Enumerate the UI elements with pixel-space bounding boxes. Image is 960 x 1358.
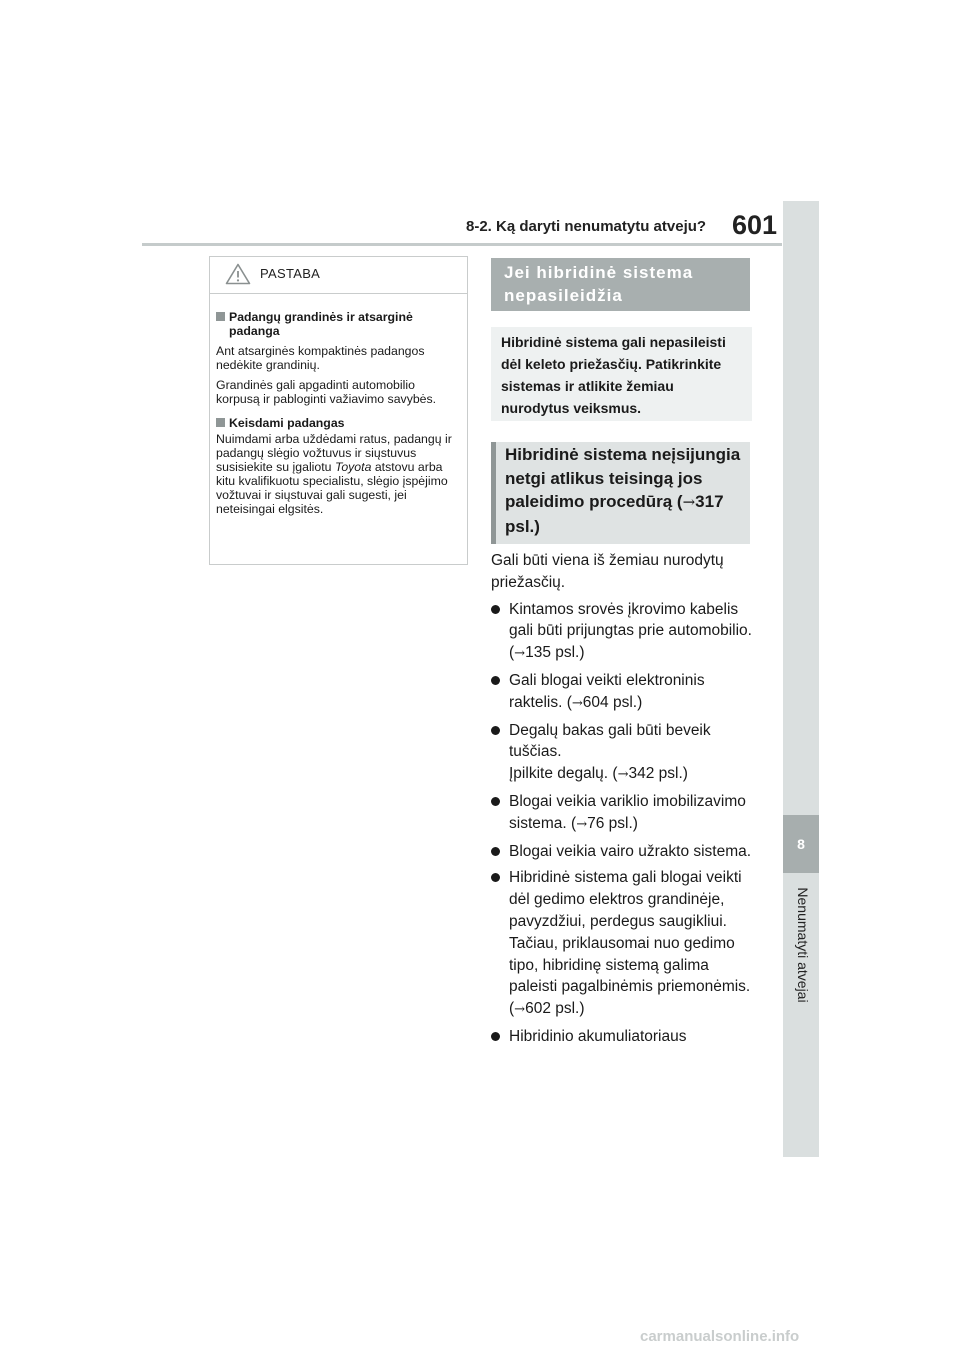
warning-triangle-icon <box>225 263 251 285</box>
page-reference: 135 psl.) <box>525 644 585 662</box>
notice-body <box>216 294 462 516</box>
list-item-text: Kintamos srovės įkrovimo kabelis gali būti prijungtas prie automobilio. ( <box>509 600 752 662</box>
arrow-right-icon: → <box>514 646 526 662</box>
chapter-number: 8 <box>797 836 805 852</box>
cause-list <box>491 599 753 1048</box>
notice-paragraph <box>216 432 462 516</box>
list-item <box>491 791 753 836</box>
list-item-text: Degalų bakas gali būti beveik tuščias. <box>509 721 711 761</box>
section-title: 8-2. Ką daryti nenumatytu atveju? <box>466 218 707 235</box>
notice-text: atstovu arba kitu kvalifikuotu specialistu, slėgio įspėjimo vožtuvai ir siųstuvai gali sugesti, jei neteisingai elgsitės. <box>216 460 448 516</box>
list-item-text: Blogai veikia vairo užrakto sistema. <box>509 842 752 860</box>
list-item <box>491 720 753 786</box>
section-heading <box>491 442 750 544</box>
page-reference: 317 psl.) <box>505 492 724 536</box>
info-box: Hibridinė sistema gali nepasileisti dėl keleto priežasčių. Patikrinkite sistemas ir atlikite žemiau nurodytus veiksmus. <box>491 327 752 421</box>
arrow-right-icon: → <box>514 1002 526 1018</box>
arrow-right-icon: → <box>571 695 583 711</box>
topic-banner: Jei hibridinė sistema nepasileidžia <box>491 258 750 311</box>
watermark: carmanualsonline.info <box>640 1328 800 1345</box>
list-item-text: Hibridinė sistema gali blogai veikti dėl gedimo elektros grandinėje, pavyzdžiui, perdegus saugikliui. Tačiau, priklausomai nuo gedimo tipo, hibridinę sistemą galima paleisti pagalbinėmis priemonėmis. ( <box>509 869 751 1018</box>
notice-paragraph: Ant atsarginės kompaktinės padangos nedėkite grandinių. <box>216 344 425 372</box>
notice-text: Nuimdami arba uždėdami ratus, padangų ir padangų slėgio vožtuvus ir siųstuvus susisiekite su įgaliotu <box>216 432 452 474</box>
list-item <box>491 841 753 863</box>
section-heading-text: Hibridinė sistema neįsijungia netgi atlikus teisingą jos paleidimo procedūrą ( <box>505 445 741 511</box>
notice-subheading: Padangų grandinės ir atsarginė padanga <box>216 310 462 338</box>
notice-header <box>210 257 467 293</box>
brand-name: Toyota <box>334 460 372 474</box>
notice-box <box>209 256 468 565</box>
intro-paragraph: Gali būti viena iš žemiau nurodytų priežasčių. <box>491 552 724 591</box>
chapter-title: Nenumatyti atvejai <box>795 887 811 1003</box>
list-item-text: Blogai veikia variklio imobilizavimo sistema. ( <box>509 792 746 832</box>
list-item <box>491 670 753 715</box>
list-item <box>491 599 753 665</box>
page-reference: 602 psl.) <box>525 1000 585 1018</box>
list-item <box>491 867 753 1021</box>
notice-paragraph: Grandinės gali apgadinti automobilio korpusą ir pabloginti važiavimo savybės. <box>216 378 437 406</box>
list-item-text: Gali blogai veikti elektroninis raktelis. ( <box>509 671 705 711</box>
notice-subheading: Keisdami padangas <box>216 416 462 430</box>
arrow-right-icon: → <box>682 493 696 511</box>
notice-label: PASTABA <box>260 266 321 281</box>
list-item-text: Hibridinio akumuliatoriaus <box>509 1027 687 1045</box>
content-body <box>491 550 753 1048</box>
page-reference: 342 psl.) <box>628 765 688 783</box>
page-reference: 76 psl.) <box>587 814 638 832</box>
arrow-right-icon: → <box>617 767 629 783</box>
page-reference: 604 psl.) <box>582 693 643 711</box>
arrow-right-icon: → <box>576 816 588 832</box>
page-number: 601 <box>732 210 778 240</box>
list-item <box>491 1026 753 1048</box>
list-item-extra: Įpilkite degalų. ( <box>509 765 618 783</box>
header-divider <box>142 243 782 246</box>
